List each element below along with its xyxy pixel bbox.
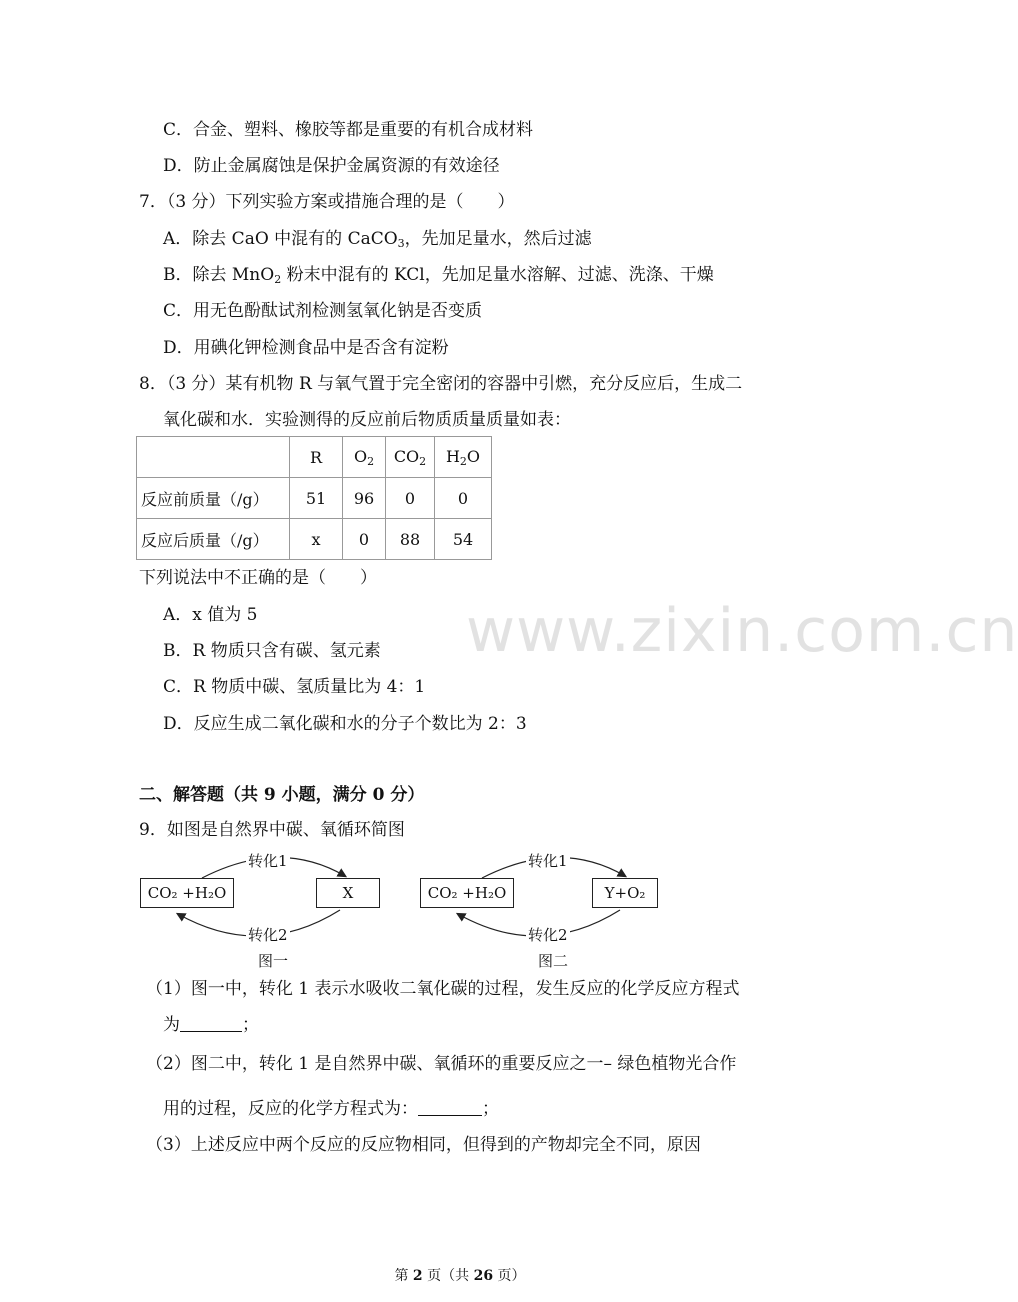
q8-option-b: B．R 物质只含有碳、氢元素 [163,641,381,661]
table-cell: 54 [435,519,492,560]
fig1-left-box: CO₂ +H₂O [140,878,234,908]
q8-option-d: D．反应生成二氧化碳和水的分子个数比为 2：3 [163,714,527,734]
fig2-caption: 图二 [538,952,569,970]
table-cell: 0 [435,478,492,519]
table-header-cell [290,437,343,478]
q8-stem-line1: 8．（3 分）某有机物 R 与氧气置于完全密闭的容器中引燃，充分反应后，生成二 [139,374,743,394]
fig2-left-box: CO₂ +H₂O [420,878,514,908]
q9-part2-line2 [163,1097,499,1121]
header-h2o: H [445,446,460,466]
footer-total-pages: 26 [473,1268,494,1284]
q9-part1-suffix: ； [242,1015,259,1035]
section-title: 二、解答题（共 9 小题，满分 0 分） [139,785,425,805]
q7-option-b-rest: 粉末中混有的 KCl，先加足量水溶解、过滤、洗涤、干燥 [281,265,714,285]
answer-blank [418,1097,482,1116]
q8-option-a: A．x 值为 5 [163,605,258,625]
q8-option-c: C．R 物质中碳、氢质量比为 4：1 [163,677,426,697]
q7-option-b-text: B．除去 MnO [163,265,275,285]
q7-option-a [163,227,592,256]
q9-part1-prefix: 为 [163,1015,180,1035]
q7-stem: 7．（3 分）下列实验方案或措施合理的是（ ） [139,192,515,212]
q6-option-c: C．合金、塑料、橡胶等都是重要的有机合成材料 [163,120,534,140]
mass-table [136,436,492,560]
table-row [137,478,492,519]
row-label: 反应后质量（/g） [137,519,290,560]
footer-prefix: 第 [394,1268,413,1284]
header-h2o-subscript: 2 [459,454,467,468]
table-header-cell [137,437,290,478]
q7-option-d: D．用碘化钾检测食品中是否含有淀粉 [163,338,449,358]
table-cell: 51 [290,478,343,519]
q9-part1-line2 [163,1013,259,1037]
watermark [466,596,1018,666]
q9-part2-suffix: ； [482,1099,499,1119]
q7-option-a-text: A．除去 CaO 中混有的 CaCO [163,229,398,249]
header-co2: CO [393,446,420,466]
watermark-text: www.zixin.com.cn [466,596,1018,666]
fig1-right-box: X [316,878,380,908]
footer-middle: 页（共 [422,1268,474,1284]
fig2-bottom-label: 转化2 [528,926,568,944]
q9-part3-line1: （3）上述反应中两个反应的反应物相同，但得到的产物却完全不同，原因 [146,1135,701,1155]
page-footer [0,1265,920,1285]
q7-option-a-rest: ，先加足量水，然后过滤 [404,229,592,249]
fig2-right-box: Y+O₂ [592,878,658,908]
q9-part1-line1: （1）图一中，转化 1 表示水吸收二氧化碳的过程，发生反应的化学反应方程式 [146,979,740,999]
q9-part2-prefix: 用的过程，反应的化学方程式为： [163,1099,418,1119]
table-header-row [137,437,492,478]
q7-option-b [163,263,714,292]
header-o2: O [353,446,368,466]
table-cell: 96 [343,478,386,519]
header-h2o-tail: O [466,446,481,466]
footer-suffix: 页） [493,1268,526,1284]
header-co2-subscript: 2 [419,454,427,468]
q6-option-d: D．防止金属腐蚀是保护金属资源的有效途径 [163,156,500,176]
fig1-bottom-label: 转化2 [248,926,288,944]
table-row [137,519,492,560]
header-o2-subscript: 2 [367,454,375,468]
q7-option-b-subscript: 2 [274,273,282,286]
q7-option-a-subscript: 3 [397,237,405,250]
figure-one [140,848,390,972]
table-header-cell [343,437,386,478]
q8-stem-line2: 氧化碳和水．实验测得的反应前后物质质量质量如表： [163,410,571,430]
row-label: 反应前质量（/g） [137,478,290,519]
fig1-top-label: 转化1 [248,852,288,870]
table-cell: 0 [343,519,386,560]
fig2-top-label: 转化1 [528,852,568,870]
q8-question: 下列说法中不正确的是（ ） [139,568,377,588]
table-cell: 88 [386,519,435,560]
q9-part2-line1: （2）图二中，转化 1 是自然界中碳、氧循环的重要反应之一– 绿色植物光合作 [146,1054,737,1074]
footer-page-number: 2 [412,1268,423,1284]
q7-option-c: C．用无色酚酞试剂检测氢氧化钠是否变质 [163,301,483,321]
answer-blank [180,1013,242,1032]
table-header-cell [386,437,435,478]
table-cell: x [290,519,343,560]
q9-stem: 9．如图是自然界中碳、氧循环简图 [139,820,405,840]
fig1-caption: 图一 [258,952,289,970]
table-header-cell [435,437,492,478]
header-r: R [309,447,323,467]
figure-two [420,848,670,972]
table-cell: 0 [386,478,435,519]
